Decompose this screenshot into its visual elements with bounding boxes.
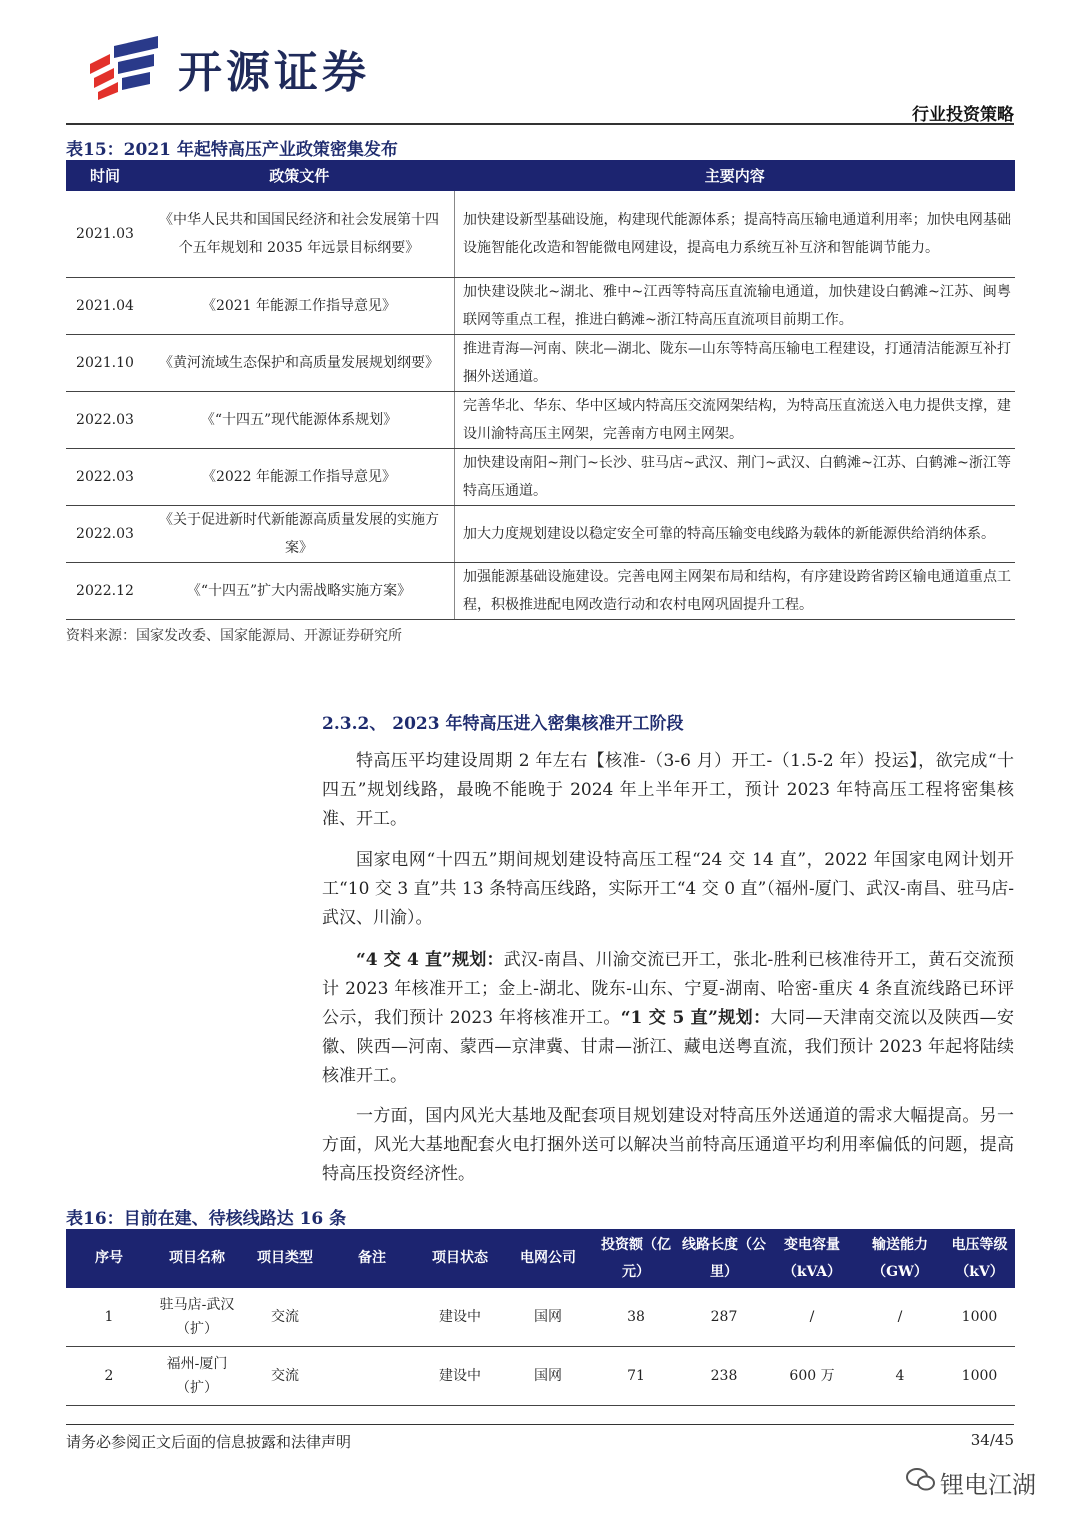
logo-mark-icon (88, 34, 170, 100)
col-doc: 政策文件 (144, 160, 455, 191)
cell-time: 2022.03 (66, 448, 144, 505)
cell-doc: 《黄河流域生态保护和高质量发展规划纲要》 (144, 334, 455, 391)
cell-doc: 《2022 年能源工作指导意见》 (144, 448, 455, 505)
cell-content: 加快建设陕北~湖北、雅中~江西等特高压直流输电通道，加快建设白鹤滩~江苏、闽粤联网等重点工程，推进白鹤滩~浙江特高压直流项目前期工作。 (455, 277, 1016, 334)
cell-doc: 《“十四五”现代能源体系规划》 (144, 391, 455, 448)
col-content: 主要内容 (455, 160, 1016, 191)
wechat-icon (906, 1467, 936, 1497)
table-row (66, 277, 1015, 334)
col-name: 项目名称 (152, 1229, 242, 1288)
col-status: 项目状态 (416, 1229, 504, 1288)
cell-capacity: / (768, 1288, 856, 1347)
paragraph-1: 特高压平均建设周期 2 年左右【核准-（3-6 月）开工-（1.5-2 年）投运】，欲完成“十四五”规划线路，最晚不能晚于 2024 年上半年开工，预计 2023 年特高压工程将密集核准、开工。 (322, 751, 1014, 829)
policy-table (66, 160, 1015, 620)
plan-1ac5dc-label: “1 交 5 直”规划： (620, 1008, 771, 1028)
cell-note (328, 1347, 416, 1406)
brand-name: 开源证券 (178, 47, 370, 98)
cell-content: 加大力度规划建设以稳定安全可靠的特高压输变电线路为载体的新能源供给消纳体系。 (455, 505, 1016, 562)
watermark: 锂电江湖 (940, 1471, 1036, 1499)
table16-title: 表16：目前在建、待核线路达 16 条 (66, 1209, 347, 1229)
cell-length: 287 (680, 1288, 768, 1347)
col-transmit: 输送能力（GW） (856, 1229, 944, 1288)
cell-doc: 《中华人民共和国国民经济和社会发展第十四个五年规划和 2035 年远景目标纲要》 (144, 191, 455, 277)
cell-content: 完善华北、华东、华中区域内特高压交流网架结构，为特高压直流送入电力提供支撑，建设川渝特高压主网架，完善南方电网主网架。 (455, 391, 1016, 448)
col-no: 序号 (66, 1229, 152, 1288)
footer-disclaimer: 请务必参阅正文后面的信息披露和法律声明 (66, 1433, 352, 1451)
cell-no: 1 (66, 1288, 152, 1347)
table-row (66, 1347, 1015, 1406)
cell-voltage: 1000 (944, 1347, 1015, 1406)
cell-type: 交流 (242, 1288, 328, 1347)
cell-length: 238 (680, 1347, 768, 1406)
cell-time: 2021.03 (66, 191, 144, 277)
table-row (66, 334, 1015, 391)
col-time: 时间 (66, 160, 144, 191)
paragraph-3 (322, 946, 1014, 1091)
table-row (66, 191, 1015, 277)
cell-transmit: / (856, 1288, 944, 1347)
col-length: 线路长度（公里） (680, 1229, 768, 1288)
cell-time: 2021.10 (66, 334, 144, 391)
cell-type: 交流 (242, 1347, 328, 1406)
cell-content: 加快建设新型基础设施，构建现代能源体系；提高特高压输电通道利用率；加快电网基础设施智能化改造和智能微电网建设，提高电力系统互补互济和智能调节能力。 (455, 191, 1016, 277)
cell-doc: 《2021 年能源工作指导意见》 (144, 277, 455, 334)
col-invest: 投资额（亿元） (592, 1229, 680, 1288)
table-header-row (66, 160, 1015, 191)
cell-no: 2 (66, 1347, 152, 1406)
cell-time: 2022.12 (66, 562, 144, 619)
table-row (66, 1288, 1015, 1347)
table-row (66, 448, 1015, 505)
page-number: 34/45 (970, 1431, 1014, 1449)
col-type: 项目类型 (242, 1229, 328, 1288)
table-row (66, 505, 1015, 562)
cell-time: 2021.04 (66, 277, 144, 334)
col-capacity: 变电容量（kVA） (768, 1229, 856, 1288)
cell-content: 加快建设南阳~荆门~长沙、驻马店~武汉、荆门~武汉、白鹤滩~江苏、白鹤滩~浙江等特高压通道。 (455, 448, 1016, 505)
cell-content: 推进青海—河南、陕北—湖北、陇东—山东等特高压输电工程建设，打通清洁能源互补打捆外送通道。 (455, 334, 1016, 391)
cell-note (328, 1288, 416, 1347)
cell-name: 福州-厦门（扩） (152, 1347, 242, 1406)
cell-status: 建设中 (416, 1347, 504, 1406)
cell-status: 建设中 (416, 1288, 504, 1347)
col-grid: 电网公司 (504, 1229, 592, 1288)
plan-4ac4dc-label: “4 交 4 直”规划： (356, 950, 504, 970)
table15-title: 表15：2021 年起特高压产业政策密集发布 (66, 140, 398, 160)
cell-time: 2022.03 (66, 505, 144, 562)
cell-grid: 国网 (504, 1288, 592, 1347)
paragraph-4: 一方面，国内风光大基地及配套项目规划建设对特高压外送通道的需求大幅提高。另一方面，风光大基地配套火电打捆外送可以解决当前特高压通道平均利用率偏低的问题，提高特高压投资经济性。 (322, 1106, 1014, 1184)
cell-grid: 国网 (504, 1347, 592, 1406)
cell-capacity: 600 万 (768, 1347, 856, 1406)
cell-invest: 38 (592, 1288, 680, 1347)
table-header-row (66, 1229, 1015, 1288)
plan-4ac4dc-text: 武汉-南昌、川渝交流已开工，张北-胜利已核准待开工，黄石交流预计 2023 年核准开工；金上-湖北、陇东-山东、宁夏-湖南、哈密-重庆 4 条直流线路已环评公示，我们预计 2023 年将核准开工。 (322, 950, 1014, 1028)
col-note: 备注 (328, 1229, 416, 1288)
cell-invest: 71 (592, 1347, 680, 1406)
cell-voltage: 1000 (944, 1288, 1015, 1347)
table15-source: 资料来源：国家发改委、国家能源局、开源证券研究所 (66, 628, 402, 644)
plan-1ac5dc-text: 大同—天津南交流以及陕西—安徽、陕西—河南、蒙西—京津冀、甘肃—浙江、藏电送粤直流，我们预计 2023 年起将陆续核准开工。 (322, 1008, 1014, 1086)
cell-time: 2022.03 (66, 391, 144, 448)
header-divider (66, 123, 1014, 125)
cell-doc: 《“十四五”扩大内需战略实施方案》 (144, 562, 455, 619)
cell-name: 驻马店-武汉（扩） (152, 1288, 242, 1347)
paragraph-2: 国家电网“十四五”期间规划建设特高压工程“24 交 14 直”，2022 年国家电网计划开工“10 交 3 直”共 13 条特高压线路，实际开工“4 交 0 直”（福州-厦门、武汉-南昌、驻马店-武汉、川渝）。 (322, 850, 1014, 928)
cell-doc: 《关于促进新时代新能源高质量发展的实施方案》 (144, 505, 455, 562)
section-heading: 2.3.2、 2023 年特高压进入密集核准开工阶段 (322, 714, 684, 734)
table-row (66, 562, 1015, 619)
project-table (66, 1229, 1015, 1406)
cell-transmit: 4 (856, 1347, 944, 1406)
report-category: 行业投资策略 (912, 105, 1014, 125)
col-voltage: 电压等级（kV） (944, 1229, 1015, 1288)
cell-content: 加强能源基础设施建设。完善电网主网架布局和结构，有序建设跨省跨区输电通道重点工程，积极推进配电网改造行动和农村电网巩固提升工程。 (455, 562, 1016, 619)
table-row (66, 391, 1015, 448)
footer-divider (66, 1424, 1014, 1425)
